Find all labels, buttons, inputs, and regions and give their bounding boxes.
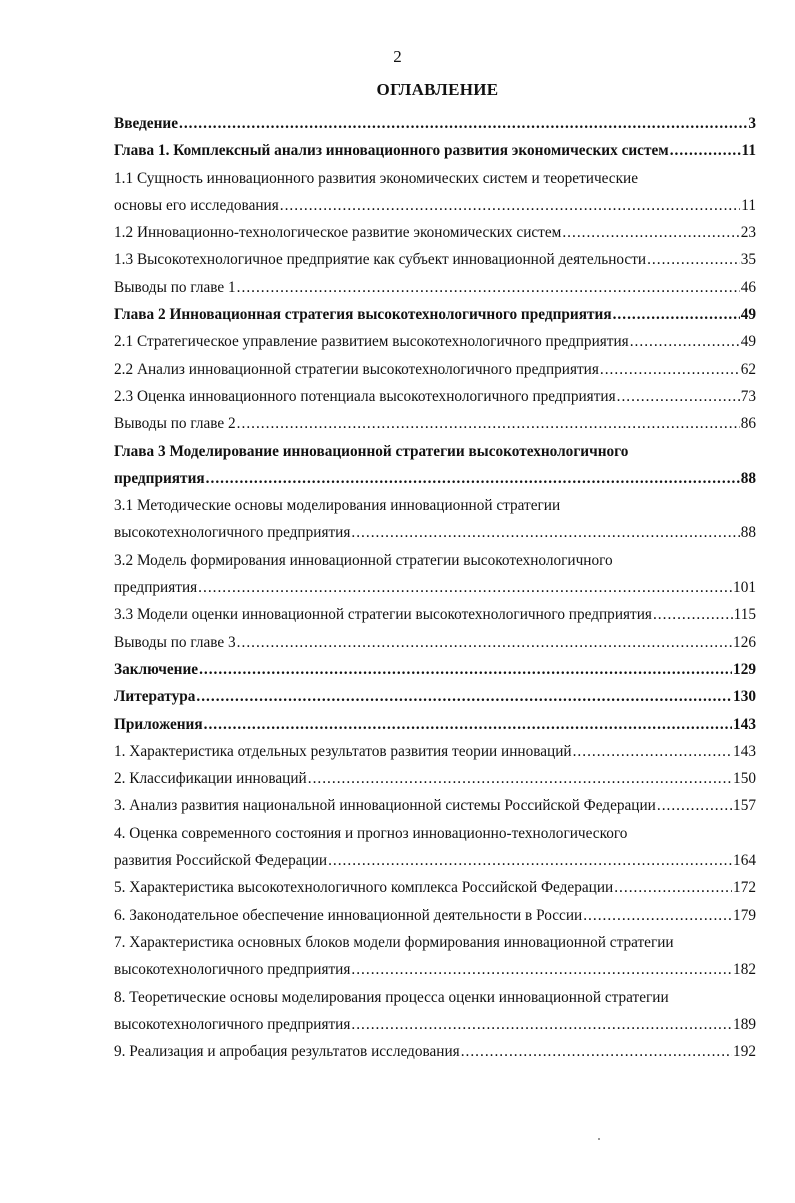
toc-entry-heading [114, 492, 756, 519]
toc-entry[interactable] [114, 301, 756, 328]
toc-entry[interactable] [114, 711, 756, 738]
scan-speck [598, 1138, 600, 1140]
dot-leader [179, 110, 747, 137]
toc-entry-text: Литература [114, 688, 196, 706]
dot-leader [351, 956, 732, 983]
toc-entry-text: Заключение [114, 660, 199, 678]
toc-entry-text: высокотехнологичного предприятия [114, 1015, 351, 1033]
toc-entry[interactable] [114, 192, 756, 219]
toc-entry-text: высокотехнологичного предприятия [114, 524, 351, 542]
toc-entry-text: 6. Законодательное обеспечение инновационной деятельности в России [114, 906, 583, 924]
toc-entry-text: 1.3 Высокотехнологичное предприятие как субъект инновационной деятельности [114, 251, 647, 269]
toc-page-number: 143 [733, 715, 756, 733]
toc-entry-text: Выводы по главе 2 [114, 415, 236, 433]
dot-leader [308, 765, 732, 792]
toc-entry-heading [114, 438, 756, 465]
toc-entry[interactable] [114, 219, 756, 246]
toc-entry[interactable] [114, 383, 756, 410]
dot-leader [617, 383, 740, 410]
toc-page-number: 3 [748, 115, 756, 132]
toc-entry-heading [114, 929, 756, 956]
toc-page-number: 49 [740, 333, 756, 351]
dot-leader [204, 711, 732, 738]
toc-entry[interactable] [114, 328, 756, 355]
toc-entry-heading [114, 165, 756, 192]
toc-entry[interactable] [114, 137, 756, 164]
toc-entry-text: 3.3 Модели оценки инновационной стратегии высокотехнологичного предприятия [114, 606, 652, 624]
toc-entry[interactable] [114, 274, 756, 301]
toc-page-number: 182 [733, 961, 756, 979]
toc-entry-text: 2.2 Анализ инновационной стратегии высокотехнологичного предприятия [114, 360, 599, 378]
toc-entry-text: Глава 1. Комплексный анализ инновационного развития экономических систем [114, 142, 669, 160]
toc-page-number: 189 [733, 1015, 756, 1033]
toc-entry[interactable] [114, 683, 756, 710]
toc-entry[interactable] [114, 410, 756, 437]
toc-entry-text: 5. Характеристика высокотехнологичного комплекса Российской Федерации [114, 879, 614, 897]
toc-page-number: 88 [740, 524, 756, 542]
toc-page-number: 115 [733, 606, 756, 624]
toc-entry-text: 1.2 Инновационно-технологическое развитие экономических систем [114, 224, 562, 242]
toc-entry[interactable] [114, 956, 756, 983]
toc-page-number: 130 [733, 688, 756, 706]
toc-entry-text: 4. Оценка современного состояния и прогноз инновационно-технологического [114, 824, 628, 842]
toc-page-number: 49 [740, 306, 756, 324]
toc-entry[interactable] [114, 356, 756, 383]
toc-entry-text: Введение [114, 115, 178, 132]
toc-page-number: 143 [733, 742, 756, 760]
dot-leader [583, 902, 732, 929]
toc-entry-text: 3. Анализ развития национальной инновационной системы Российской Федерации [114, 797, 656, 815]
dot-leader [647, 246, 740, 273]
toc-entry-text: Глава 3 Моделирование инновационной стратегии высокотехнологичного [114, 442, 629, 460]
toc-entry[interactable] [114, 629, 756, 656]
dot-leader [351, 519, 739, 546]
toc-page-number: 62 [740, 360, 756, 378]
toc-entry-text: 1. Характеристика отдельных результатов развития теории инноваций [114, 742, 572, 760]
toc-page-number: 172 [733, 879, 756, 897]
toc-page-number: 88 [740, 469, 756, 487]
toc-entry[interactable] [114, 847, 756, 874]
toc-entry-text: Выводы по главе 3 [114, 633, 236, 651]
dot-leader [237, 274, 740, 301]
dot-leader [600, 356, 740, 383]
dot-leader [573, 738, 732, 765]
dot-leader [630, 328, 740, 355]
toc-entry[interactable] [114, 874, 756, 901]
toc-entry-heading [114, 547, 756, 574]
dot-leader [196, 683, 732, 710]
toc-entry-text: Приложения [114, 715, 203, 733]
dot-leader [237, 410, 740, 437]
toc-entry-heading [114, 820, 756, 847]
toc-entry-heading [114, 984, 756, 1011]
table-of-contents [114, 110, 756, 1065]
dot-leader [562, 219, 739, 246]
toc-entry-text: 2.1 Стратегическое управление развитием высокотехнологичного предприятия [114, 333, 629, 351]
dot-leader [351, 1011, 732, 1038]
toc-entry-text: 7. Характеристика основных блоков модели формирования инновационной стратегии [114, 933, 674, 951]
dot-leader [653, 601, 733, 628]
toc-page-number: 35 [740, 251, 756, 269]
toc-page-number: 73 [740, 387, 756, 405]
dot-leader [206, 465, 740, 492]
toc-entry-text: Глава 2 Инновационная стратегия высокотехнологичного предприятия [114, 306, 612, 324]
toc-entry-text: Выводы по главе 1 [114, 278, 236, 296]
toc-page-number: 86 [740, 415, 756, 433]
toc-entry[interactable] [114, 738, 756, 765]
dot-leader [328, 847, 732, 874]
toc-entry-text: 9. Реализация и апробация результатов исследования [114, 1043, 460, 1061]
toc-page-number: 23 [740, 224, 756, 242]
toc-entry-text: 8. Теоретические основы моделирования процесса оценки инновационной стратегии [114, 988, 669, 1006]
toc-page-number: 164 [733, 852, 756, 870]
toc-entry-text: 3.2 Модель формирования инновационной стратегии высокотехнологичного [114, 551, 613, 569]
toc-entry[interactable] [114, 1038, 756, 1065]
toc-entry[interactable] [114, 902, 756, 929]
toc-page-number: 179 [733, 906, 756, 924]
toc-page-number: 129 [733, 660, 756, 678]
toc-page-number: 192 [733, 1043, 756, 1061]
dot-leader [461, 1038, 732, 1065]
toc-page-number: 101 [733, 579, 756, 597]
page-number: 2 [393, 47, 402, 66]
toc-page-number: 157 [733, 797, 756, 815]
toc-entry-text: высокотехнологичного предприятия [114, 961, 351, 979]
toc-entry-text: предприятия [114, 579, 198, 597]
dot-leader [237, 629, 732, 656]
toc-entry-text: предприятия [114, 469, 205, 487]
dot-leader [198, 574, 732, 601]
dot-leader [670, 137, 741, 164]
dot-leader [199, 656, 732, 683]
toc-entry[interactable] [114, 110, 756, 137]
dot-leader [280, 192, 740, 219]
toc-page-number: 11 [741, 142, 756, 160]
toc-entry-text: 2. Классификации инноваций [114, 770, 307, 788]
toc-entry[interactable] [114, 792, 756, 819]
toc-page-number: 126 [733, 633, 756, 651]
page-title: ОГЛАВЛЕНИЕ [376, 80, 499, 99]
dot-leader [613, 301, 740, 328]
toc-entry-text: развития Российской Федерации [114, 852, 328, 870]
dot-leader [657, 792, 732, 819]
toc-entry-text: основы его исследования [114, 196, 279, 214]
toc-entry[interactable] [114, 765, 756, 792]
toc-page-number: 46 [740, 278, 756, 296]
dot-leader [614, 874, 732, 901]
toc-entry[interactable] [114, 656, 756, 683]
toc-entry[interactable] [114, 574, 756, 601]
toc-entry[interactable] [114, 1011, 756, 1038]
toc-entry-text: 3.1 Методические основы моделирования инновационной стратегии [114, 497, 561, 515]
toc-entry-text: 1.1 Сущность инновационного развития экономических систем и теоретические [114, 169, 639, 187]
toc-entry-text: 2.3 Оценка инновационного потенциала высокотехнологичного предприятия [114, 387, 616, 405]
toc-entry[interactable] [114, 519, 756, 546]
toc-entry[interactable] [114, 601, 756, 628]
toc-page-number: 11 [741, 196, 756, 214]
toc-entry[interactable] [114, 465, 756, 492]
toc-page-number: 150 [733, 770, 756, 788]
toc-entry[interactable] [114, 246, 756, 273]
